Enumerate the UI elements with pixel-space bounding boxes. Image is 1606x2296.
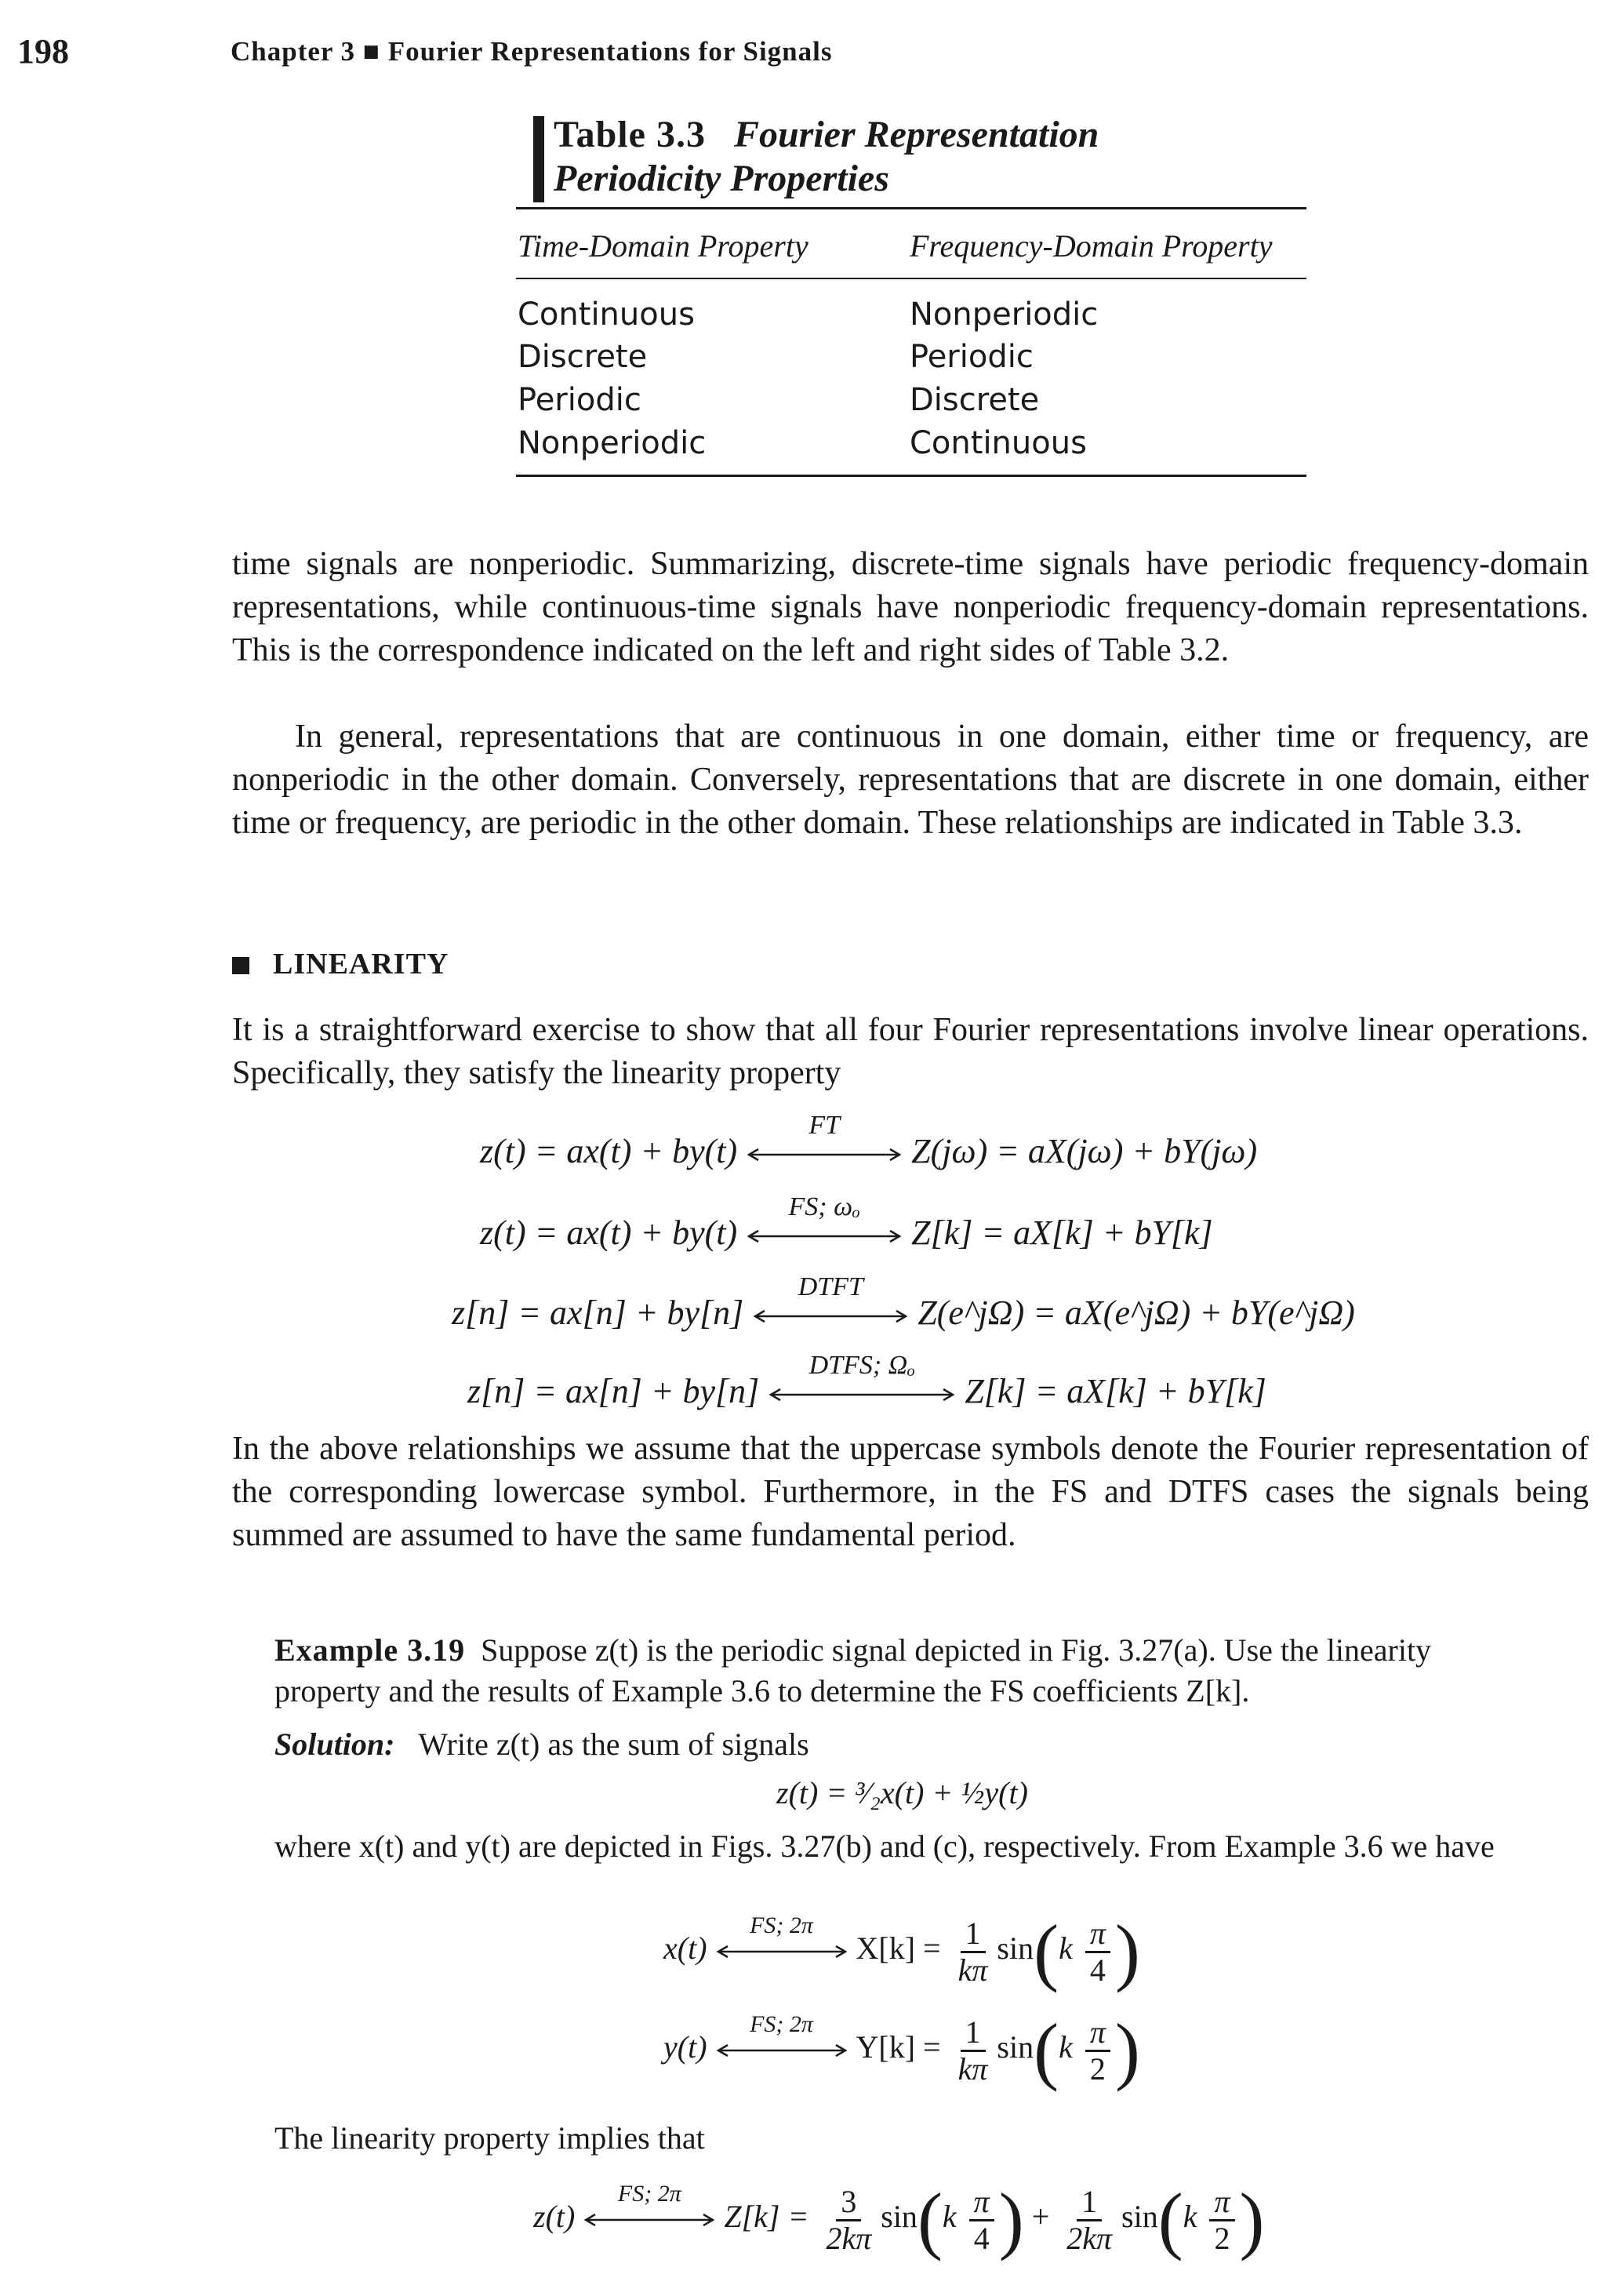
fraction bbox=[954, 1916, 993, 1988]
equation-z-result bbox=[533, 2178, 1265, 2261]
table-cell: Periodic bbox=[910, 339, 1034, 375]
sin-function: sin bbox=[997, 1930, 1034, 1967]
equation-right: Z[k] = aX[k] + bY[k] bbox=[965, 1372, 1266, 1410]
z-right: Z[k] = bbox=[724, 2199, 809, 2235]
equation-left: z(t) = ax(t) + by(t) bbox=[480, 1132, 738, 1170]
table-label: Table 3.3 bbox=[554, 114, 706, 155]
example-label: Example 3.19 bbox=[274, 1632, 466, 1668]
table-header-frequency: Frequency-Domain Property bbox=[910, 228, 1273, 264]
fraction bbox=[954, 2015, 993, 2087]
arrow-label: DTFT bbox=[798, 1272, 863, 1301]
section-title: LINEARITY bbox=[273, 948, 449, 981]
equation-right: Z(jω) = aX(jω) + bY(jω) bbox=[911, 1132, 1258, 1170]
left-paren: ( bbox=[917, 2178, 943, 2261]
table-cell: Nonperiodic bbox=[910, 297, 1099, 333]
equation-y-pair bbox=[663, 2008, 1140, 2092]
table-header-time: Time-Domain Property bbox=[518, 228, 808, 264]
section-bullet bbox=[232, 957, 249, 974]
paragraph-4: In the above relationships we assume that the uppercase symbols denote the Fourier representation of the corresponding lowercase symbol. Furthermore, in the FS and DTFS cases the signals being summed are assumed to have the same fundamental period. bbox=[232, 1431, 1589, 1553]
transform-arrow bbox=[715, 2011, 848, 2058]
fraction bbox=[821, 2185, 876, 2256]
table-title-line2: Periodicity Properties bbox=[554, 158, 889, 199]
arrow-label: FS; 2π bbox=[750, 2011, 813, 2037]
paragraph-3: It is a straightforward exercise to show that all four Fourier representations involve linear operations. Specifically, they satisfy the linearity property bbox=[232, 1012, 1589, 1091]
x-left: x(t) bbox=[663, 1930, 707, 1967]
transform-arrow bbox=[768, 1350, 956, 1403]
fraction-numerator: 1 bbox=[961, 1916, 986, 1953]
variable-k: k bbox=[1059, 2029, 1073, 2065]
transform-arrow bbox=[752, 1272, 909, 1324]
right-paren: ) bbox=[1114, 2008, 1140, 2092]
equation-right: Z(e^jΩ) = aX(e^jΩ) + bY(e^jΩ) bbox=[917, 1294, 1355, 1332]
fraction bbox=[1085, 1916, 1110, 1988]
fraction-denominator: 4 bbox=[973, 2220, 990, 2256]
where-text: where x(t) and y(t) are depicted in Figs. 3.27(b) and (c), respectively. From Example 3.6 we have bbox=[274, 1828, 1495, 1864]
running-head: Chapter 3 ■ Fourier Representations for Signals bbox=[231, 36, 833, 67]
fraction-numerator: 3 bbox=[836, 2185, 861, 2221]
equation-x-pair bbox=[663, 1909, 1140, 1993]
table-cell: Discrete bbox=[518, 339, 648, 375]
fraction bbox=[969, 2185, 994, 2256]
equation-fs bbox=[480, 1192, 1213, 1253]
transform-arrow bbox=[715, 1912, 848, 1959]
arrow-label: DTFS; Ωₒ bbox=[808, 1350, 915, 1380]
arrow-label: FT bbox=[808, 1110, 840, 1140]
left-paren: ( bbox=[1034, 1909, 1059, 1993]
arrow-label: FS; ωₒ bbox=[788, 1192, 860, 1221]
fraction-numerator: 1 bbox=[1077, 2185, 1102, 2221]
table-cell: Continuous bbox=[910, 425, 1087, 461]
variable-k: k bbox=[1059, 1930, 1073, 1967]
solution-text: Write z(t) as the sum of signals bbox=[418, 1727, 809, 1762]
example-statement bbox=[274, 1630, 1545, 1712]
equation-dtft bbox=[452, 1272, 1355, 1333]
transform-arrow bbox=[746, 1110, 903, 1163]
fraction-denominator: 4 bbox=[1089, 1952, 1106, 1988]
fraction-denominator: 2 bbox=[1089, 2050, 1106, 2087]
sin-function: sin bbox=[1121, 2199, 1158, 2235]
equation-left: z[n] = ax[n] + by[n] bbox=[452, 1294, 744, 1332]
arrow-label: FS; 2π bbox=[750, 1912, 813, 1938]
table-bottom-rule bbox=[516, 475, 1306, 477]
table-top-rule bbox=[516, 207, 1306, 209]
fraction-denominator: 2 bbox=[1214, 2220, 1230, 2256]
page-number: 198 bbox=[17, 32, 69, 71]
table-cell: Periodic bbox=[518, 382, 641, 418]
equation-left: z(t) = ax(t) + by(t) bbox=[480, 1213, 738, 1252]
fraction bbox=[1209, 2185, 1234, 2256]
section-heading bbox=[232, 944, 449, 982]
y-left: y(t) bbox=[663, 2029, 707, 2065]
equation-left: z[n] = ax[n] + by[n] bbox=[467, 1372, 760, 1410]
equation-sum: z(t) = ³⁄₂x(t) + ½y(t) bbox=[776, 1775, 1028, 1810]
table-cell: Continuous bbox=[518, 297, 695, 333]
left-paren: ( bbox=[1157, 2178, 1183, 2261]
paragraph-2: In general, representations that are continuous in one domain, either time or frequency, are nonperiodic in the other domain. Conversely, representations that are discrete in one domain, either time or frequency, are periodic in the other domain. These relationships are indicated in Table 3.3. bbox=[232, 719, 1589, 841]
fraction bbox=[1062, 2185, 1117, 2256]
left-paren: ( bbox=[1034, 2008, 1059, 2092]
transform-arrow bbox=[583, 2181, 716, 2228]
variable-k: k bbox=[942, 2199, 957, 2235]
plus-sign: + bbox=[1031, 2199, 1050, 2235]
sin-function: sin bbox=[997, 2029, 1034, 2065]
table-cell: Discrete bbox=[910, 382, 1040, 418]
fraction-numerator: π bbox=[1085, 1916, 1110, 1953]
fraction-denominator: kπ bbox=[957, 1952, 988, 1988]
fraction-denominator: 2kπ bbox=[826, 2220, 872, 2256]
transform-arrow bbox=[746, 1192, 903, 1244]
implies-text: The linearity property implies that bbox=[274, 2120, 705, 2156]
table-header-rule bbox=[516, 278, 1306, 279]
right-paren: ) bbox=[1114, 1909, 1140, 1993]
paragraph-1: time signals are nonperiodic. Summarizing, discrete-time signals have periodic frequency-domain representations, while continuous-time signals have nonperiodic frequency-domain representations. This is the correspondence indicated on the left and right sides of Table 3.2. bbox=[232, 546, 1589, 668]
example-text: Suppose z(t) is the periodic signal depicted in Fig. 3.27(a). Use the linearity property and the results of Example 3.6 to determine the FS coefficients Z[k]. bbox=[274, 1632, 1432, 1708]
equation-dtfs bbox=[467, 1350, 1266, 1411]
table-cell: Nonperiodic bbox=[518, 425, 707, 461]
table-title-line1: Fourier Representation bbox=[733, 114, 1099, 155]
table-title bbox=[554, 113, 1099, 201]
fraction-denominator: kπ bbox=[957, 2050, 988, 2087]
right-paren: ) bbox=[1239, 2178, 1265, 2261]
fraction bbox=[1085, 2015, 1110, 2087]
equation-ft bbox=[480, 1110, 1258, 1171]
z-left: z(t) bbox=[533, 2199, 576, 2235]
fraction-numerator: π bbox=[1209, 2185, 1234, 2221]
solution-line bbox=[274, 1724, 1545, 1765]
arrow-label: FS; 2π bbox=[617, 2181, 681, 2207]
fraction-numerator: π bbox=[1085, 2015, 1110, 2052]
sin-function: sin bbox=[881, 2199, 917, 2235]
solution-label: Solution: bbox=[274, 1727, 395, 1762]
table-accent-bar bbox=[533, 116, 544, 202]
y-right: Y[k] = bbox=[856, 2029, 941, 2065]
right-paren: ) bbox=[998, 2178, 1024, 2261]
fraction-numerator: 1 bbox=[961, 2015, 986, 2052]
variable-k: k bbox=[1183, 2199, 1197, 2235]
fraction-denominator: 2kπ bbox=[1066, 2220, 1113, 2256]
fraction-numerator: π bbox=[969, 2185, 994, 2221]
equation-right: Z[k] = aX[k] + bY[k] bbox=[911, 1213, 1213, 1252]
x-right: X[k] = bbox=[856, 1930, 941, 1967]
